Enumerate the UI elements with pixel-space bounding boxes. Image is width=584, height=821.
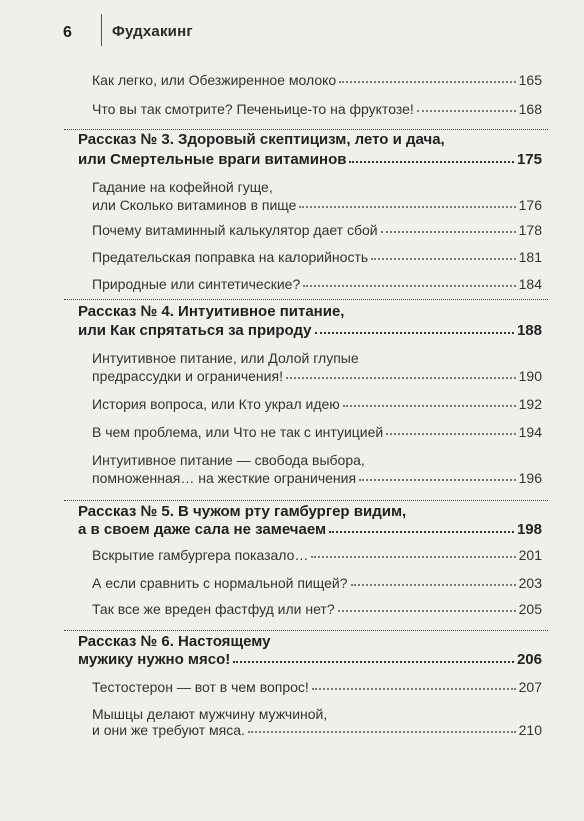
toc-chapter-title-line: Рассказ № 3. Здоровый скептицизм, лето и дача, xyxy=(78,131,445,148)
toc-entry-title: Что вы так смотрите? Печеньице-то на фруктозе! xyxy=(92,101,414,117)
toc-entry-title: История вопроса, или Кто украл идею xyxy=(92,396,340,412)
toc-entry[interactable] xyxy=(92,601,542,617)
toc-chapter-page: 206 xyxy=(516,651,542,668)
toc-entry-title: Почему витаминный калькулятор дает сбой xyxy=(92,222,378,238)
leader-dots xyxy=(233,661,514,663)
toc-entry-title: Предательская поправка на калорийность xyxy=(92,249,369,265)
leader-dots xyxy=(248,731,516,733)
leader-dots xyxy=(386,433,515,435)
toc-entry[interactable] xyxy=(92,222,542,238)
page-number: 6 xyxy=(63,24,72,41)
toc-entry-page: 205 xyxy=(518,601,542,617)
leader-dots xyxy=(315,332,514,334)
toc-chapter-title-line: Рассказ № 4. Интуитивное питание, xyxy=(78,303,345,320)
toc-entry-title: помноженная… на жесткие ограничения xyxy=(92,470,357,486)
toc-chapter[interactable] xyxy=(78,651,542,668)
toc-chapter-title: мужику нужно мясо! xyxy=(78,651,231,668)
toc-entry[interactable] xyxy=(92,276,542,292)
section-separator xyxy=(64,299,548,300)
toc-chapter-title: а в своем даже сала не замечаем xyxy=(78,521,327,538)
toc-chapter[interactable] xyxy=(78,322,542,339)
leader-dots xyxy=(351,584,516,586)
toc-entry-page: 203 xyxy=(518,575,542,591)
toc-entry-title: Тестостерон — вот в чем вопрос! xyxy=(92,679,309,695)
toc-entry-page: 181 xyxy=(518,249,542,265)
toc-entry[interactable] xyxy=(92,72,542,88)
toc-entry[interactable] xyxy=(92,249,542,265)
toc-entry-title: Так все же вреден фастфуд или нет? xyxy=(92,601,335,617)
leader-dots xyxy=(311,556,515,558)
toc-entry-title-line: Гадание на кофейной гуще, xyxy=(92,179,273,195)
toc-entry-page: 192 xyxy=(518,396,542,412)
toc-entry[interactable] xyxy=(92,470,542,486)
toc-chapter-page: 188 xyxy=(516,322,542,339)
toc-entry[interactable] xyxy=(92,679,542,695)
leader-dots xyxy=(329,531,514,533)
toc-chapter-title: или Как спрятаться за природу xyxy=(78,322,312,339)
toc-entry-title: или Сколько витаминов в пище xyxy=(92,197,297,213)
toc-entry-title-line: Интуитивное питание — свобода выбора, xyxy=(92,452,365,468)
toc-entry-page: 190 xyxy=(518,368,542,384)
toc-entry[interactable] xyxy=(92,547,542,563)
toc-entry-page: 178 xyxy=(518,222,542,238)
leader-dots xyxy=(381,231,516,233)
toc-entry-page: 168 xyxy=(518,101,542,117)
leader-dots xyxy=(349,161,514,163)
leader-dots xyxy=(371,258,515,260)
toc-chapter-page: 175 xyxy=(516,151,542,168)
toc-chapter[interactable] xyxy=(78,151,542,168)
toc-entry-title: и они же требуют мяса. xyxy=(92,722,245,738)
toc-entry[interactable] xyxy=(92,197,542,213)
toc-chapter-title: или Смертельные враги витаминов xyxy=(78,151,347,168)
leader-dots xyxy=(312,688,516,690)
toc-entry-page: 176 xyxy=(518,197,542,213)
running-title: Фудхакинг xyxy=(112,23,193,40)
toc-chapter-page: 198 xyxy=(516,521,542,538)
leader-dots xyxy=(303,285,515,287)
toc-entry-title: В чем проблема, или Что не так с интуицией xyxy=(92,424,384,440)
leader-dots xyxy=(343,405,516,407)
leader-dots xyxy=(299,206,515,208)
section-separator xyxy=(64,630,548,631)
toc-entry-page: 201 xyxy=(518,547,542,563)
toc-entry-title: Вскрытие гамбургера показало… xyxy=(92,547,309,563)
toc-entry[interactable] xyxy=(92,396,542,412)
toc-entry-page: 184 xyxy=(518,276,542,292)
toc-entry[interactable] xyxy=(92,368,542,384)
toc-entry-title: Природные или синтетические? xyxy=(92,276,301,292)
section-separator xyxy=(64,500,548,501)
toc-entry[interactable] xyxy=(92,575,542,591)
toc-entry-page: 165 xyxy=(518,72,542,88)
section-separator xyxy=(64,129,548,130)
leader-dots xyxy=(338,610,516,612)
toc-chapter-title-line: Рассказ № 6. Настоящему xyxy=(78,633,271,650)
toc-entry-title: А если сравнить с нормальной пищей? xyxy=(92,575,348,591)
toc-entry-title-line: Интуитивное питание, или Долой глупые xyxy=(92,350,359,366)
toc-entry-title: предрассудки и ограничения! xyxy=(92,368,283,384)
toc-entry[interactable] xyxy=(92,424,542,440)
toc-entry-page: 194 xyxy=(518,424,542,440)
toc-chapter-title-line: Рассказ № 5. В чужом рту гамбургер видим, xyxy=(78,503,407,520)
toc-entry-title-line: Мышцы делают мужчину мужчиной, xyxy=(92,706,328,722)
toc-entry-page: 196 xyxy=(518,470,542,486)
toc-chapter[interactable] xyxy=(78,521,542,538)
toc-entry[interactable] xyxy=(92,722,542,738)
toc-entry[interactable] xyxy=(92,101,542,117)
leader-dots xyxy=(359,479,516,481)
toc-entry-page: 210 xyxy=(518,722,542,738)
leader-dots xyxy=(417,110,516,112)
leader-dots xyxy=(339,81,515,83)
toc-entry-title: Как легко, или Обезжиренное молоко xyxy=(92,72,337,88)
toc-entry-page: 207 xyxy=(518,679,542,695)
leader-dots xyxy=(286,377,516,379)
